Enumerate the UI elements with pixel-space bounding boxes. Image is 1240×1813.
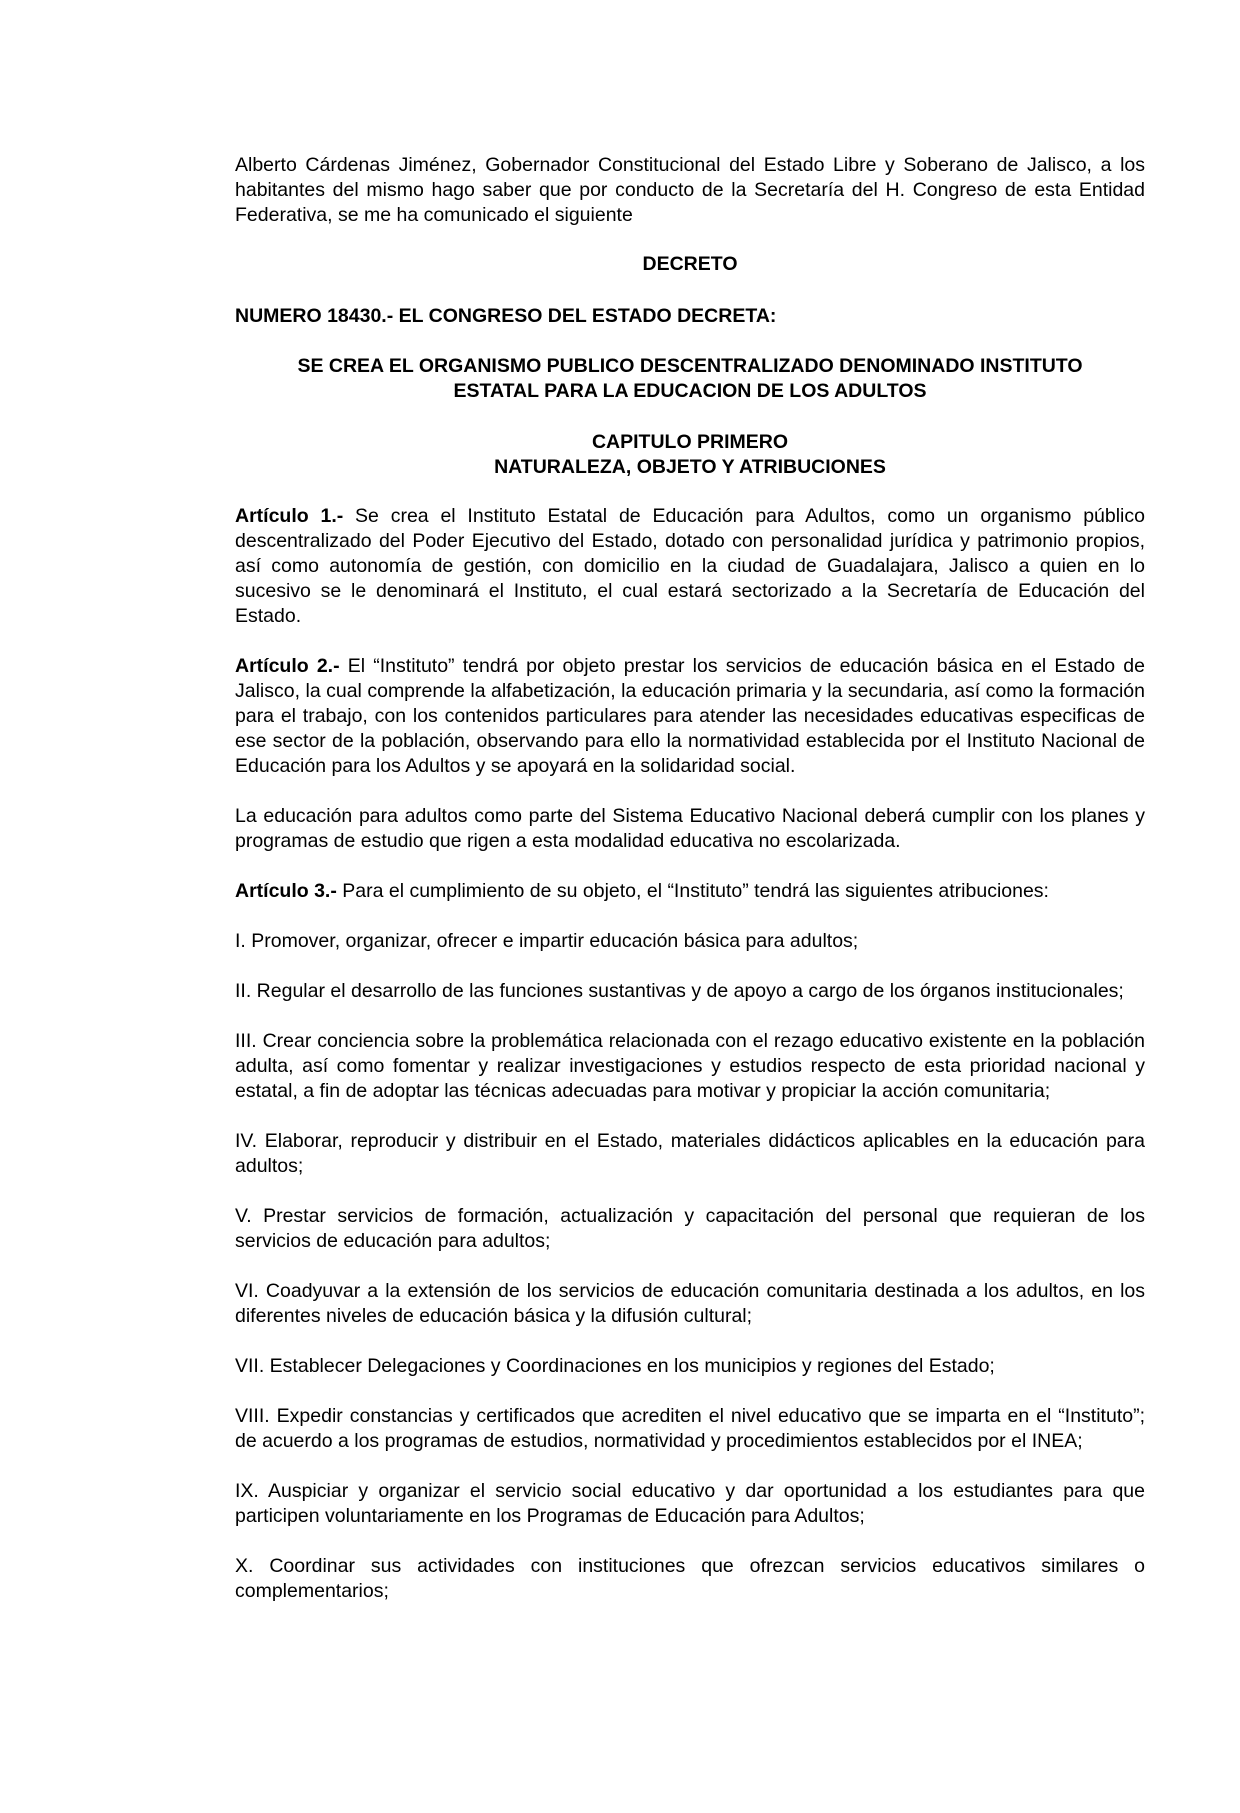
- chapter-title: NATURALEZA, OBJETO Y ATRIBUCIONES: [494, 456, 886, 478]
- decree-title: [235, 354, 1145, 404]
- article-2-paragraph: La educación para adultos como parte del Sistema Educativo Nacional deberá cumplir con los planes y programas de estudio que rigen a esta modalidad educativa no escolarizada.: [235, 805, 1145, 852]
- decree-title-line-2: ESTATAL PARA LA EDUCACION DE LOS ADULTOS: [453, 380, 927, 402]
- article-2-label: Artículo 2.-: [235, 655, 340, 677]
- chapter-number: CAPITULO PRIMERO: [591, 431, 789, 453]
- article-2: [235, 654, 1145, 779]
- fraction-ii: II. Regular el desarrollo de las funciones sustantivas y de apoyo a cargo de los órganos institucionales;: [235, 980, 1124, 1002]
- fraction-iii: III. Crear conciencia sobre la problemática relacionada con el rezago educativo existente en la población adulta, así como fomentar y realizar investigaciones y estudios respecto de esta prioridad nacional y estatal, a fin de adoptar las técnicas adecuadas para motivar y propiciar la acción comunitaria;: [235, 1030, 1145, 1102]
- article-1: [235, 504, 1145, 629]
- intro-paragraph: Alberto Cárdenas Jiménez, Gobernador Constitucional del Estado Libre y Soberano de Jalisco, a los habitantes del mismo hago saber que por conducto de la Secretaría del H. Congreso de esta Entidad Federativa, se me ha comunicado el siguiente: [235, 154, 1145, 226]
- fraction-viii: VIII. Expedir constancias y certificados que acrediten el nivel educativo que se imparta en el “Instituto”; de acuerdo a los programas de estudios, normatividad y procedimientos establecidos por el INEA;: [235, 1405, 1145, 1452]
- article-3-label: Artículo 3.-: [235, 880, 337, 902]
- decree-title-line-1: SE CREA EL ORGANISMO PUBLICO DESCENTRALIZADO DENOMINADO INSTITUTO: [297, 355, 1083, 377]
- article-1-text: Se crea el Instituto Estatal de Educación para Adultos, como un organismo público descentralizado del Poder Ejecutivo del Estado, dotado con personalidad jurídica y patrimonio propios, así como autonomía de gestión, con domicilio en la ciudad de Guadalajara, Jalisco a quien en lo sucesivo se le denominará el Instituto, el cual estará sectorizado a la Secretaría de Educación del Estado.: [235, 505, 1145, 627]
- fraction-vii: VII. Establecer Delegaciones y Coordinaciones en los municipios y regiones del Estado;: [235, 1355, 995, 1377]
- fraction-vi: VI. Coadyuvar a la extensión de los servicios de educación comunitaria destinada a los adultos, en los diferentes niveles de educación básica y la difusión cultural;: [235, 1280, 1145, 1327]
- document-page: [235, 153, 1145, 1629]
- fraction-iv: IV. Elaborar, reproducir y distribuir en el Estado, materiales didácticos aplicables en la educación para adultos;: [235, 1130, 1145, 1177]
- article-1-label: Artículo 1.-: [235, 505, 344, 527]
- article-3: [235, 879, 1145, 904]
- article-2-text: El “Instituto” tendrá por objeto prestar los servicios de educación básica en el Estado de Jalisco, la cual comprende la alfabetización, la educación primaria y la secundaria, así como la formación para el trabajo, con los contenidos particulares para atender las necesidades educativas especificas de ese sector de la población, observando para ello la normatividad establecida por el Instituto Nacional de Educación para los Adultos y se apoyará en la solidaridad social.: [235, 655, 1145, 777]
- chapter-heading: [235, 430, 1145, 480]
- fraction-v: V. Prestar servicios de formación, actualización y capacitación del personal que requieran de los servicios de educación para adultos;: [235, 1205, 1145, 1252]
- fraction-x: X. Coordinar sus actividades con instituciones que ofrezcan servicios educativos similares o complementarios;: [235, 1555, 1145, 1602]
- fraction-ix: IX. Auspiciar y organizar el servicio social educativo y dar oportunidad a los estudiantes para que participen voluntariamente en los Programas de Educación para Adultos;: [235, 1480, 1145, 1527]
- decree-heading: DECRETO: [642, 253, 738, 275]
- article-3-text: Para el cumplimiento de su objeto, el “Instituto” tendrá las siguientes atribuciones:: [336, 880, 1049, 902]
- fraction-i: I. Promover, organizar, ofrecer e impartir educación básica para adultos;: [235, 930, 859, 952]
- decree-number: NUMERO 18430.- EL CONGRESO DEL ESTADO DECRETA:: [235, 305, 777, 327]
